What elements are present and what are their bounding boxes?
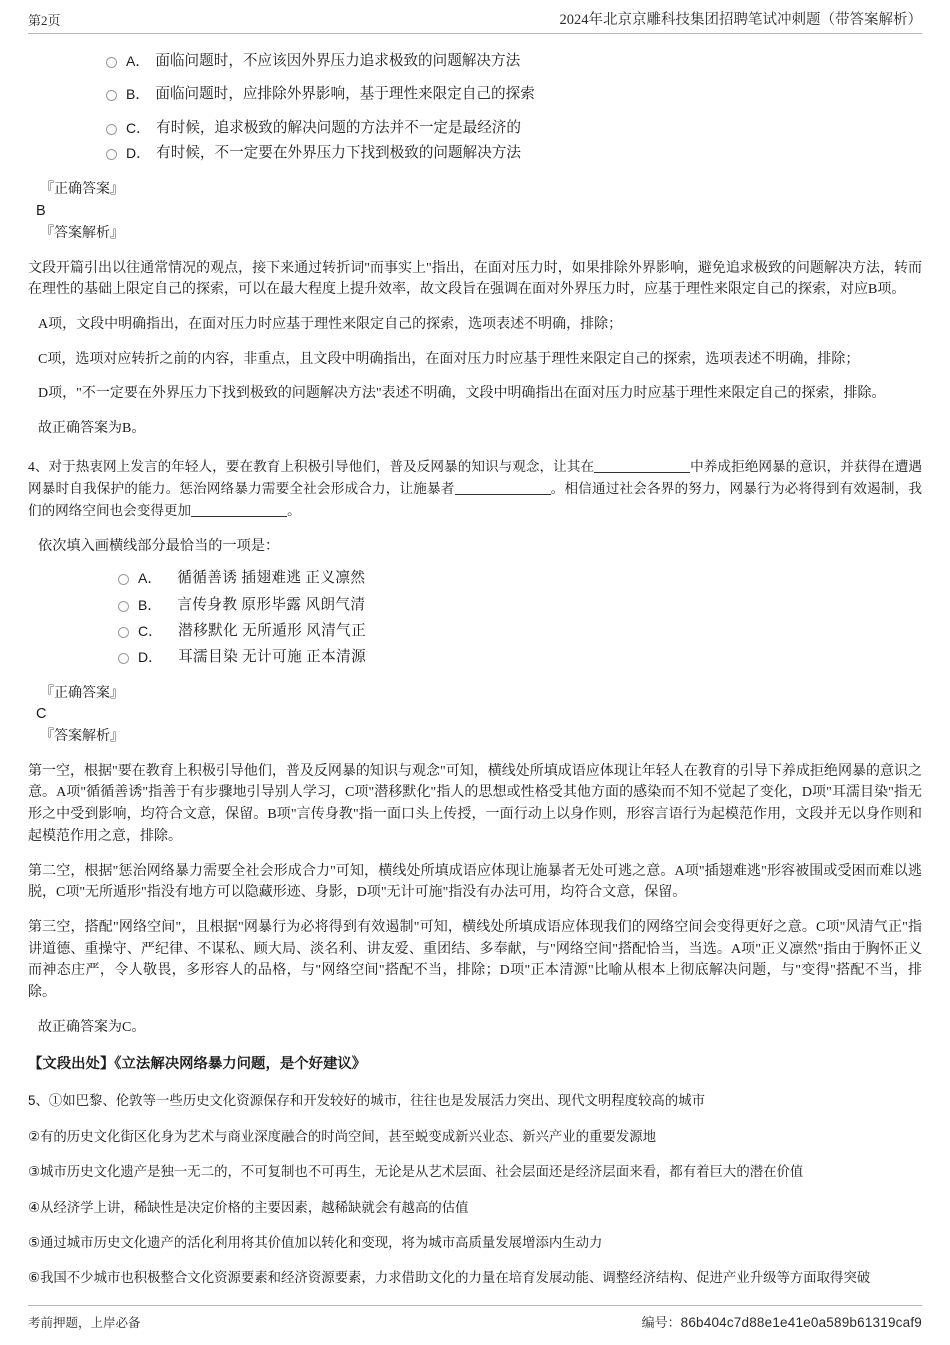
- question4-stem: [28, 456, 922, 522]
- footer-code-label: 编号：: [641, 1315, 681, 1330]
- footer-code-group: [642, 1312, 922, 1331]
- option-row[interactable]: [106, 142, 922, 165]
- option-letter: D．: [138, 649, 163, 666]
- item-text: 通过城市历史文化遗产的活化利用将其价值加以转化和变现，将为城市高质量发展增添内生动力: [40, 1234, 603, 1250]
- question5-item: [28, 1090, 922, 1111]
- item-number: ④: [28, 1199, 41, 1215]
- radio-icon[interactable]: [118, 601, 129, 612]
- question4-stem-part1: 4、对于热衷网上发言的年轻人，要在教育上积极引导他们，普及反网暴的知识与观念，让其在: [28, 458, 595, 474]
- question5-item: [28, 1267, 922, 1288]
- option-letter: C．: [138, 622, 163, 639]
- analysis-option-d: D项，"不一定要在外界压力下找到极致的问题解决方法"表述不明确，文段中明确指出在面对压力时应基于理性来限定自己的探索，排除。: [38, 386, 886, 402]
- option-letter: A．: [138, 570, 162, 587]
- option-row[interactable]: [118, 646, 922, 669]
- item-text: 城市历史文化遗产是独一无二的，不可复制也不可再生，无论是从艺术层面、社会层面还是经济层面来看，都有着巨大的潜在价值: [40, 1164, 804, 1180]
- fill-blank-3: [191, 516, 287, 517]
- item-number: ⑥: [28, 1270, 41, 1286]
- option-text: 耳濡目染 无计可施 正本清源: [178, 649, 367, 666]
- item-text: 有的历史文化街区化身为艺术与商业深度融合的时尚空间，甚至蜕变成新兴业态、新兴产业的重要发源地: [40, 1128, 656, 1144]
- question3-options: [28, 50, 922, 165]
- page-header: [28, 8, 922, 34]
- analysis-conclusion: 故正确答案为C。: [38, 1019, 146, 1035]
- analysis-blank-1: 第一空，根据"要在教育上积极引导他们，普及反网暴的知识与观念"可知，横线处所填成语应体现让年轻人在教育的引导下养成拒绝网暴的意识之意。A项"循循善诱"指善于有步骤地引导别人学习，C项"潜移默化"指人的思想或性格受其他方面的感染而不知不觉起了变化，D项"耳濡目染"指无形之中受到影响，均符合文意，保留。B项"言传身教"指一面口头上传授，一面行动上以身作则，形容言语行为起模范作用，文段并无以身作则和起模范作用之意，排除。: [28, 763, 922, 844]
- option-row[interactable]: [118, 594, 922, 617]
- correct-answer-label: 『正确答案』: [40, 685, 124, 701]
- option-letter: C．: [126, 119, 151, 136]
- analysis-conclusion: 故正确答案为B。: [38, 420, 146, 436]
- radio-icon[interactable]: [118, 653, 129, 664]
- option-row[interactable]: [118, 567, 922, 590]
- analysis-main-paragraph: 文段开篇引出以往通常情况的观点，接下来通过转折词"而事实上"指出，在面对压力时，如果排除外界影响，避免追求极致的问题解决方法，转而在理性的基础上限定自己的探索，可以在最大程度上提升效率，故文段旨在强调在面对外界压力时，应基于理性来限定自己的探索，对应B项。: [28, 260, 922, 298]
- option-text: 潜移默化 无所遁形 风清气正: [178, 622, 367, 639]
- footer-code-value: 86b404c7d88e1e41e0a589b61319caf9: [680, 1315, 922, 1330]
- item-number: ⑤: [28, 1234, 41, 1250]
- analysis-option-c: C项，选项对应转折之前的内容，非重点，且文段中明确指出，在面对压力时应基于理性来限定自己的探索，选项表述不明确，排除；: [38, 351, 860, 367]
- option-row[interactable]: [106, 117, 922, 140]
- option-letter: B．: [126, 86, 150, 103]
- option-letter: B．: [138, 596, 162, 613]
- option-letter: D．: [126, 145, 151, 162]
- radio-icon[interactable]: [106, 149, 117, 160]
- analysis-blank-3: 第三空，搭配"网络空间"，且根据"网暴行为必将得到有效遏制"可知，横线处所填成语应体现我们的网络空间会变得更好之意。C项"风清气正"指讲道德、重操守、严纪律、不谋私、顾大局、淡名利、讲友爱、重团结、多奉献，与"网络空间"搭配恰当，当选。A项"正义凛然"指由于胸怀正义而神态庄严，令人敬畏，多形容人的品格，与"网络空间"搭配不当，排除；D项"正本清源"比喻从根本上彻底解决问题，与"变得"搭配不当，排除。: [28, 919, 922, 1000]
- fill-blank-2: [455, 494, 551, 495]
- text-source-line: 【文段出处】《立法解决网络暴力问题，是个好建议》: [28, 1056, 367, 1073]
- option-text: 言传身教 原形毕露 风朗气清: [177, 596, 366, 613]
- item-number: 5、①: [28, 1093, 63, 1109]
- option-row[interactable]: [106, 83, 922, 106]
- radio-icon[interactable]: [106, 90, 117, 101]
- page-content: [28, 36, 922, 1289]
- option-text: 有时候，不一定要在外界压力下找到极致的问题解决方法: [156, 145, 521, 162]
- option-text: 面临问题时，不应该因外界压力追求极致的问题解决方法: [155, 53, 521, 69]
- question4-options: [28, 567, 922, 669]
- analysis-blank-2: 第二空，根据"惩治网络暴力需要全社会形成合力"可知，横线处所填成语应体现让施暴者无处可逃之意。A项"插翅难逃"形容被围或受困而难以逃脱，C项"无所遁形"指没有地方可以隐藏形迹、身影，D项"无计可施"指没有办法可用，均符合文意，保留。: [28, 863, 922, 901]
- analysis-option-a: A项，文段中明确指出，在面对压力时应基于理性来限定自己的探索，选项表述不明确，排除；: [38, 316, 623, 332]
- fill-blank-1: [594, 472, 690, 473]
- correct-answer-value: B: [36, 203, 46, 220]
- item-number: ③: [28, 1164, 41, 1180]
- question5-item: [28, 1232, 922, 1253]
- analysis-label: 『答案解析』: [40, 729, 124, 745]
- item-text: 如巴黎、伦敦等一些历史文化资源保存和开发较好的城市，往往也是发展活力突出、现代文明程度较高的城市: [62, 1093, 705, 1109]
- item-text: 我国不少城市也积极整合文化资源要素和经济资源要素，力求借助文化的力量在培育发展动能、调整经济结构、促进产业升级等方面取得突破: [40, 1270, 871, 1286]
- question5-item: [28, 1197, 922, 1218]
- analysis-label: 『答案解析』: [40, 225, 124, 241]
- option-row[interactable]: [106, 50, 922, 73]
- question4-prompt: 依次填入画横线部分最恰当的一项是：: [38, 537, 280, 554]
- option-text: 有时候，追求极致的解决问题的方法并不一定是最经济的: [156, 119, 521, 136]
- option-row[interactable]: [118, 620, 922, 643]
- document-title: 2024年北京京雕科技集团招聘笔试冲刺题（带答案解析）: [559, 12, 922, 28]
- question4-stem-part2: 中养成拒绝网暴的意识，并获得在遭遇网暴时自我保护的能力。惩治网络暴力需要全社会形成合力，让施暴者: [28, 458, 922, 496]
- question4-stem-part3: 。相信通过社会各界的努力，网暴行为必将得到有效遏制，我们的网络空间也会变得更加: [28, 480, 922, 518]
- correct-answer-label: 『正确答案』: [40, 182, 124, 198]
- question5-items: [28, 1090, 922, 1289]
- correct-answer-value: C: [36, 706, 47, 723]
- option-letter: A．: [126, 53, 150, 69]
- option-text: 面临问题时，应排除外界影响，基于理性来限定自己的探索: [155, 86, 535, 103]
- footer-slogan: 考前押题，上岸必备: [28, 1316, 141, 1330]
- item-text: 从经济学上讲，稀缺性是决定价格的主要因素，越稀缺就会有越高的估值: [40, 1199, 469, 1215]
- radio-icon[interactable]: [106, 57, 117, 68]
- page-footer: [28, 1305, 922, 1331]
- page-number-label: 第2页: [28, 13, 61, 28]
- question5-item: [28, 1126, 922, 1147]
- radio-icon[interactable]: [118, 574, 129, 585]
- radio-icon[interactable]: [106, 124, 117, 135]
- item-number: ②: [28, 1128, 41, 1144]
- option-text: 循循善诱 插翅难逃 正义凛然: [177, 570, 366, 587]
- radio-icon[interactable]: [118, 627, 129, 638]
- question4-stem-part4: 。: [287, 502, 301, 518]
- question5-item: [28, 1161, 922, 1182]
